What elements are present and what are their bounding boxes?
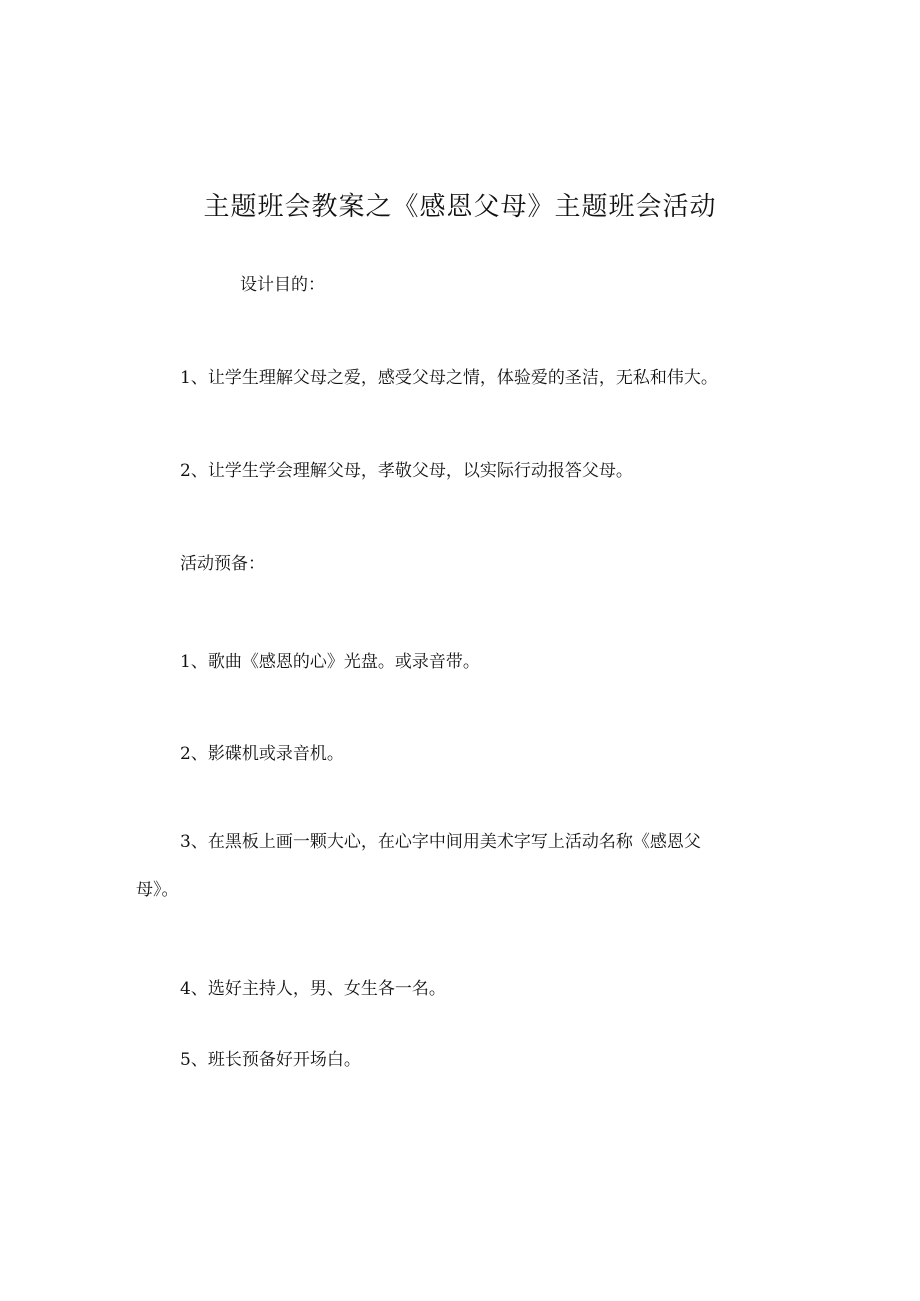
prep-item-3-continued: 母》。	[136, 880, 179, 900]
section-heading-preparation: 活动预备：	[180, 554, 265, 574]
purpose-item-1: 1、让学生理解父母之爱，感受父母之情，体验爱的圣洁，无私和伟大。	[180, 368, 718, 388]
section-heading-purpose: 设计目的：	[240, 275, 325, 295]
document-title: 主题班会教案之《感恩父母》主题班会活动	[203, 192, 717, 222]
prep-item-4: 4、选好主持人，男、女生各一名。	[180, 979, 446, 999]
purpose-item-2: 2、让学生学会理解父母，孝敬父母，以实际行动报答父母。	[180, 461, 633, 481]
prep-item-5: 5、班长预备好开场白。	[180, 1050, 361, 1070]
prep-item-2: 2、影碟机或录音机。	[180, 744, 344, 764]
prep-item-1: 1、歌曲《感恩的心》光盘。或录音带。	[180, 652, 480, 672]
prep-item-3: 3、在黑板上画一颗大心，在心字中间用美术字写上活动名称《感恩父	[180, 832, 701, 852]
